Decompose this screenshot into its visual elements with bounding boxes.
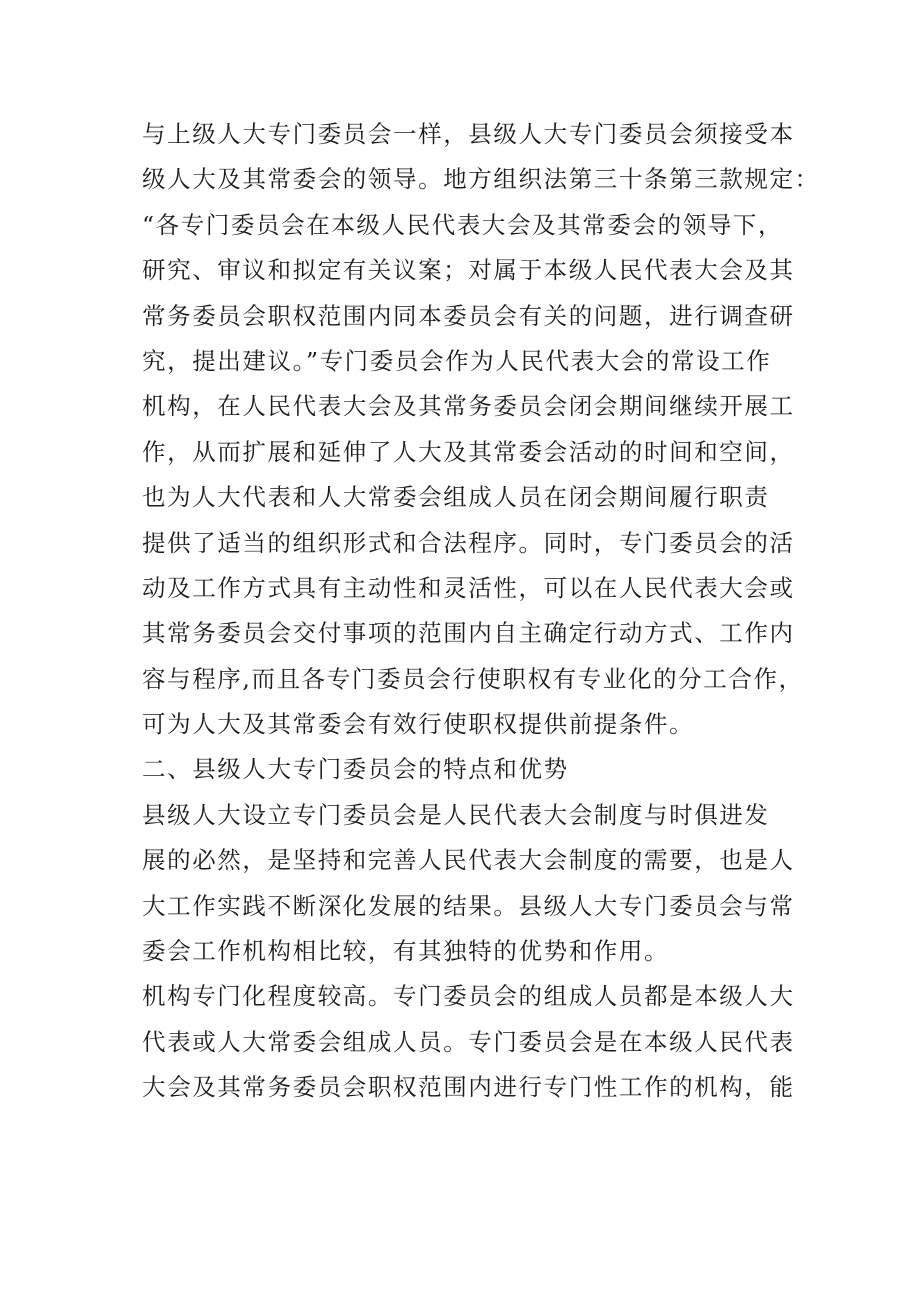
text-line: 机构，在人民代表大会及其常务委员会闭会期间继续开展工 (142, 392, 795, 421)
text-line: 提供了适当的组织形式和合法程序。同时，专门委员会的活 (142, 528, 795, 557)
text-line: 与上级人大专门委员会一样，县级人大专门委员会须接受本 (142, 120, 795, 148)
text-line: 可为人大及其常委会有效行使职权提供前提条件。 (142, 710, 695, 739)
text-line: 委会工作机构相比较，有其独特的优势和作用。 (142, 937, 670, 966)
text-line: 级人大及其常委会的领导。地方组织法第三十条第三款规定： (142, 165, 820, 194)
text-line: 大工作实践不断深化发展的结果。县级人大专门委员会与常 (142, 891, 795, 920)
text-line: 展的必然，是坚持和完善人民代表大会制度的需要，也是人 (142, 846, 795, 875)
text-line: 动及工作方式具有主动性和灵活性，可以在人民代表大会或 (142, 573, 795, 602)
text-line: 究，提出建议。”专门委员会作为人民代表大会的常设工作 (142, 346, 772, 375)
text-line: “各专门委员会在本级人民代表大会及其常委会的领导下， (142, 210, 784, 239)
text-line: 也为人大代表和人大常委会组成人员在闭会期间履行职责 (142, 483, 770, 512)
text-line: 其常务委员会交付事项的范围内自主确定行动方式、工作内 (142, 619, 795, 648)
text-line: 作，从而扩展和延伸了人大及其常委会活动的时间和空间， (142, 437, 795, 466)
text-line: 大会及其常务委员会职权范围内进行专门性工作的机构，能 (142, 1073, 795, 1102)
text-line: 容与程序,而且各专门委员会行使职权有专业化的分工合作， (142, 664, 804, 693)
section-heading: 二、县级人大专门委员会的特点和优势 (142, 755, 569, 784)
text-line: 研究、审议和拟定有关议案；对属于本级人民代表大会及其 (142, 256, 795, 285)
text-line: 县级人大设立专门委员会是人民代表大会制度与时俱进发 (142, 800, 770, 829)
document-body (142, 112, 820, 1111)
text-line: 代表或人大常委会组成人员。专门委员会是在本级人民代表 (142, 1027, 795, 1056)
text-line: 机构专门化程度较高。专门委员会的组成人员都是本级人大 (142, 982, 795, 1011)
text-line: 常务委员会职权范围内同本委员会有关的问题，进行调查研 (142, 301, 795, 330)
